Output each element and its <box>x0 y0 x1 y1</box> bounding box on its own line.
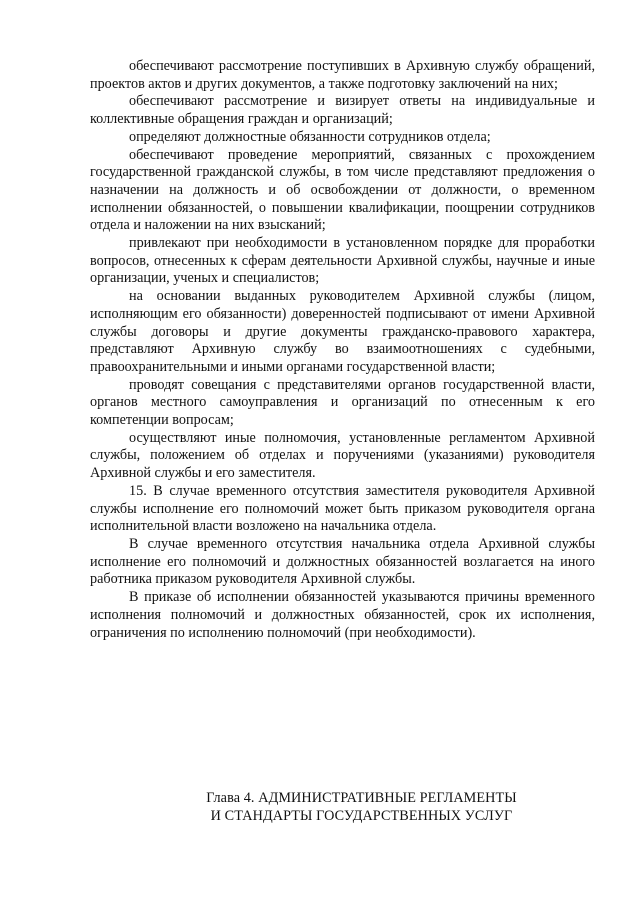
paragraph-3: определяют должностные обязанности сотрудников отдела; <box>129 128 491 145</box>
paragraph-8: осуществляют иные полномочия, установленные регламентом Архивной службы, положением об отделах и поручениями (указаниями) руководителя Архивной службы и его заместителя. <box>90 429 595 482</box>
paragraph-10: В случае временного отсутствия начальника отдела Архивной службы исполнение его полномочий и должностных обязанностей возлагается на иного работника приказом руководителя Архивной службы. <box>90 535 595 588</box>
chapter-heading-line-2: И СТАНДАРТЫ ГОСУДАРСТВЕННЫХ УСЛУГ <box>210 808 513 824</box>
paragraph-7: проводят совещания с представителями органов государственной власти, органов местного самоуправления и организаций по отнесенным к его компетенции вопросам; <box>90 376 595 429</box>
chapter-heading-line-1: Глава 4. АДМИНИСТРАТИВНЫЕ РЕГЛАМЕНТЫ <box>206 790 517 806</box>
paragraph-9: 15. В случае временного отсутствия заместителя руководителя Архивной службы исполнение его полномочий может быть приказом руководителя органа исполнительной власти возложено на начальника отдела. <box>90 482 595 535</box>
chapter-heading <box>90 789 595 825</box>
paragraph-4: обеспечивают проведение мероприятий, связанных с прохождением государственной гражданской службы, в том числе представляют предложения о назначении на должность и об освобождении от должности, о временном исполнении обязанностей, о повышении квалификации, поощрении сотрудников отдела и наложении на них взысканий; <box>90 146 595 234</box>
document-body <box>90 58 595 642</box>
paragraph-2: обеспечивают рассмотрение и визирует ответы на индивидуальные и коллективные обращения граждан и организаций; <box>90 93 595 128</box>
paragraph-6: на основании выданных руководителем Архивной службы (лицом, исполняющим его обязанности) доверенностей подписывают от имени Архивной службы договоры и другие документы гражданско-правового характера, представляют Архивную службу во взаимоотношениях с судебными, правоохранительными и иными органами государственной власти; <box>90 288 595 375</box>
paragraph-5: привлекают при необходимости в установленном порядке для проработки вопросов, отнесенных к сферам деятельности Архивной службы, научные и иные организации, ученых и специалистов; <box>90 235 595 287</box>
paragraph-1: обеспечивают рассмотрение поступивших в Архивную службу обращений, проектов актов и других документов, а также подготовку заключений на них; <box>90 58 595 92</box>
paragraph-11: В приказе об исполнении обязанностей указываются причины временного исполнения полномочий и должностных обязанностей, срок их исполнения, ограничения по исполнению полномочий (при необходимости). <box>90 589 595 641</box>
